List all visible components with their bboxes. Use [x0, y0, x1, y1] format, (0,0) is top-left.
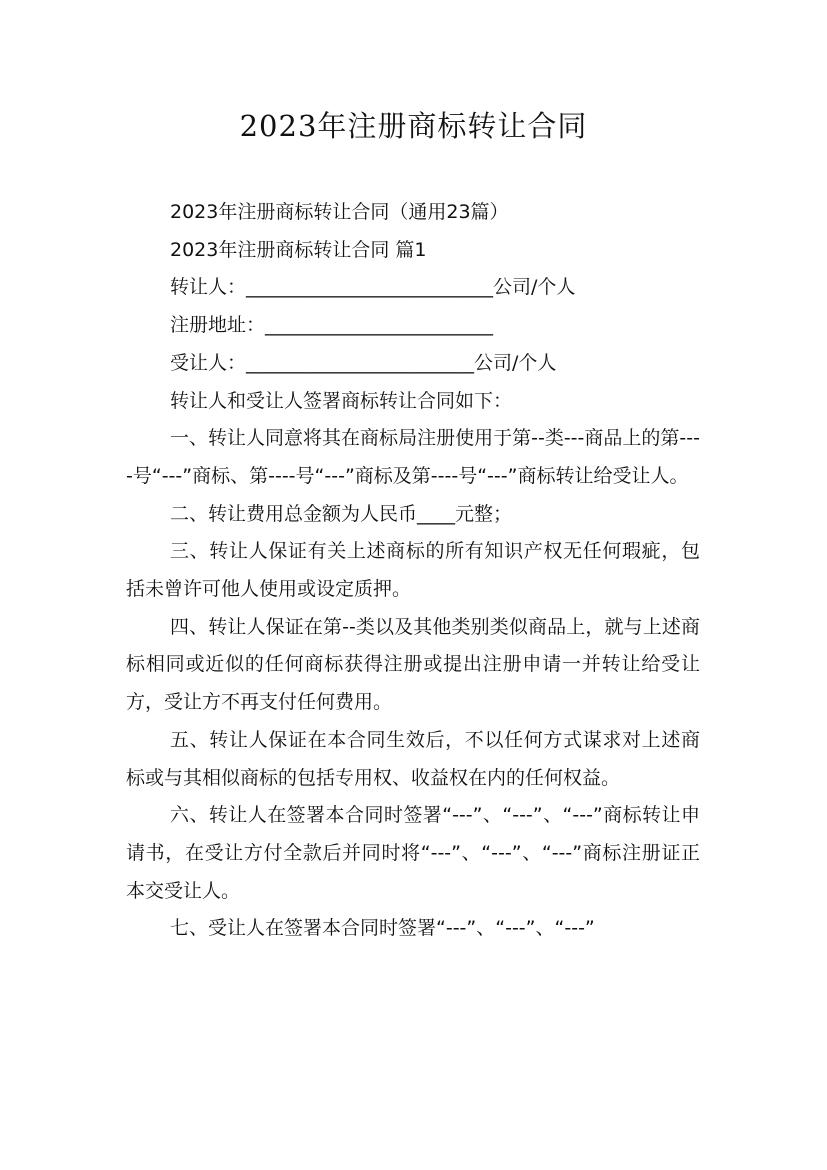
paragraph: 二、转让费用总金额为人民币____元整；	[170, 502, 513, 525]
document-title: 2023年注册商标转让合同	[239, 109, 588, 143]
paragraph: 2023年注册商标转让合同（通用23篇）	[170, 201, 509, 223]
paragraph: 四、转让人保证在第--类以及其他类别类似商品上，就与上述商标相同或近似的任何商标获得注册或提出注册申请一并转让给受让方，受让方不再支付任何费用。	[126, 615, 700, 714]
paragraph: 转让人：__________________________公司/个人	[170, 276, 576, 299]
paragraph: 五、转让人保证在本合同生效后，不以任何方式谋求对上述商标或与其相似商标的包括专用权、收益权在内的任何权益。	[126, 728, 700, 789]
paragraph: 注册地址：________________________	[170, 314, 494, 337]
paragraph: 六、转让人在签署本合同时签署“---”、“---”、“---”商标转让申请书，在受让方付全款后并同时将“---”、“---”、“---”商标注册证正本交受让人。	[126, 804, 700, 902]
paragraph: 三、转让人保证有关上述商标的所有知识产权无任何瑕疵，包括未曾许可他人使用或设定质押。	[126, 540, 700, 601]
paragraph: 七、受让人在签署本合同时签署“---”、“---”、“---”	[170, 917, 595, 940]
paragraph: 转让人和受让人签署商标转让合同如下：	[170, 389, 513, 412]
paragraph: 受让人：________________________公司/个人	[170, 351, 557, 374]
paragraph: 一、转让人同意将其在商标局注册使用于第--类---商品上的第----号“---”商标、第----号“---”商标及第----号“---”商标转让给受让人。	[126, 427, 700, 487]
document-body	[126, 194, 700, 948]
paragraph: 2023年注册商标转让合同 篇1	[170, 238, 427, 261]
